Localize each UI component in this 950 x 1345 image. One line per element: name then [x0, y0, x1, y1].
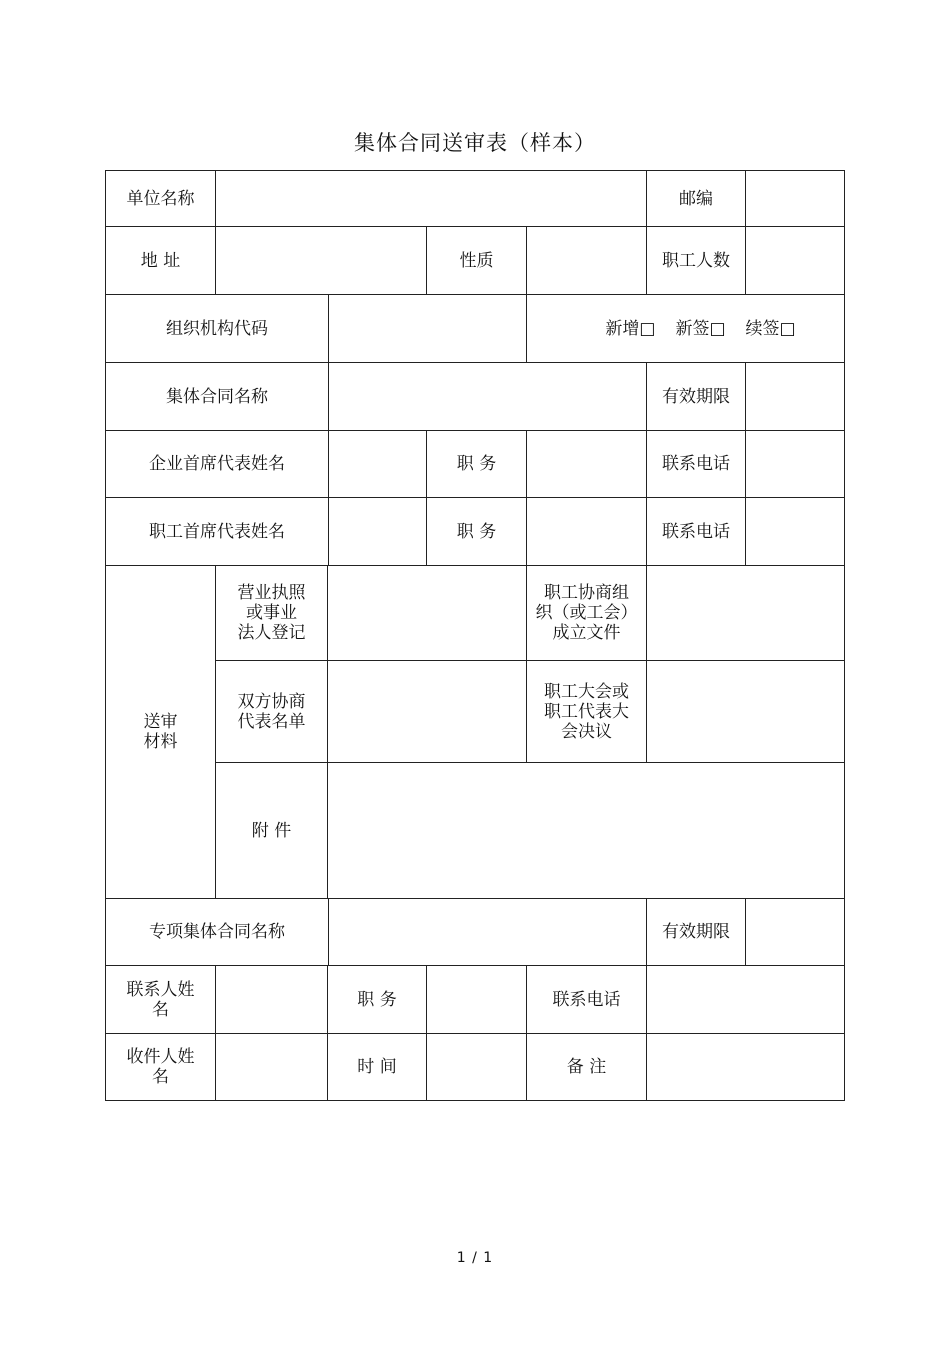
page-number: 1 / 1 [456, 1250, 494, 1266]
field-contact-name[interactable] [215, 965, 328, 1034]
field-validity[interactable] [745, 362, 845, 431]
page-title: 集体合同送审表（样本） [354, 131, 596, 155]
field-time[interactable] [426, 1033, 527, 1101]
label-contact-name: 联系人姓 名 [105, 965, 216, 1034]
label-rep-list: 双方协商 代表名单 [215, 660, 328, 763]
field-employee-rep[interactable] [328, 497, 427, 566]
field-enterprise-rep[interactable] [328, 430, 427, 498]
field-postcode[interactable] [745, 170, 845, 227]
label-staff-count: 职工人数 [646, 226, 746, 295]
label-enterprise-rep: 企业首席代表姓名 [105, 430, 329, 498]
checkbox-new-sign[interactable]: 新签□ [675, 318, 726, 339]
checkbox-new-add[interactable]: 新增□ [605, 318, 656, 339]
label-receiver-name: 收件人姓 名 [105, 1033, 216, 1101]
label-contract-name: 集体合同名称 [105, 362, 329, 431]
field-contract-name[interactable] [328, 362, 647, 431]
label-employee-rep-position: 职 务 [426, 497, 527, 566]
field-receiver-name[interactable] [215, 1033, 328, 1101]
field-rep-list[interactable] [327, 660, 527, 763]
field-employee-rep-phone[interactable] [745, 497, 845, 566]
review-form-table [105, 170, 845, 1101]
field-contact-phone[interactable] [646, 965, 845, 1034]
field-remark[interactable] [646, 1033, 845, 1101]
field-org-code[interactable] [328, 294, 527, 363]
label-enterprise-rep-position: 职 务 [426, 430, 527, 498]
label-enterprise-rep-phone: 联系电话 [646, 430, 746, 498]
field-business-license[interactable] [327, 565, 527, 661]
field-nature[interactable] [526, 226, 647, 295]
label-unit-name: 单位名称 [105, 170, 216, 227]
field-unit-name[interactable] [215, 170, 647, 227]
label-congress-resolution: 职工大会或 职工代表大 会决议 [526, 660, 647, 763]
field-enterprise-rep-position[interactable] [526, 430, 647, 498]
label-remark: 备 注 [526, 1033, 647, 1101]
label-contact-position: 职 务 [327, 965, 427, 1034]
field-contact-position[interactable] [426, 965, 527, 1034]
label-business-license: 营业执照 或事业 法人登记 [215, 565, 328, 661]
field-employee-rep-position[interactable] [526, 497, 647, 566]
field-special-contract[interactable] [328, 898, 647, 966]
label-special-validity: 有效期限 [646, 898, 746, 966]
field-congress-resolution[interactable] [646, 660, 845, 763]
label-union-doc: 职工协商组 织（或工会） 成立文件 [526, 565, 647, 661]
label-employee-rep-phone: 联系电话 [646, 497, 746, 566]
label-employee-rep: 职工首席代表姓名 [105, 497, 329, 566]
label-address: 地 址 [105, 226, 216, 295]
checkbox-renew[interactable]: 续签□ [745, 318, 796, 339]
field-union-doc[interactable] [646, 565, 845, 661]
label-org-code: 组织机构代码 [105, 294, 329, 363]
label-nature: 性质 [426, 226, 527, 295]
field-staff-count[interactable] [745, 226, 845, 295]
label-contact-phone: 联系电话 [526, 965, 647, 1034]
field-enterprise-rep-phone[interactable] [745, 430, 845, 498]
label-postcode: 邮编 [646, 170, 746, 227]
label-attachment: 附 件 [215, 762, 328, 899]
label-special-contract: 专项集体合同名称 [105, 898, 329, 966]
field-attachment[interactable] [327, 762, 845, 899]
label-materials: 送审 材料 [105, 565, 216, 899]
field-address[interactable] [215, 226, 427, 295]
field-special-validity[interactable] [745, 898, 845, 966]
contract-type-options [526, 294, 845, 363]
label-validity: 有效期限 [646, 362, 746, 431]
label-time: 时 间 [327, 1033, 427, 1101]
